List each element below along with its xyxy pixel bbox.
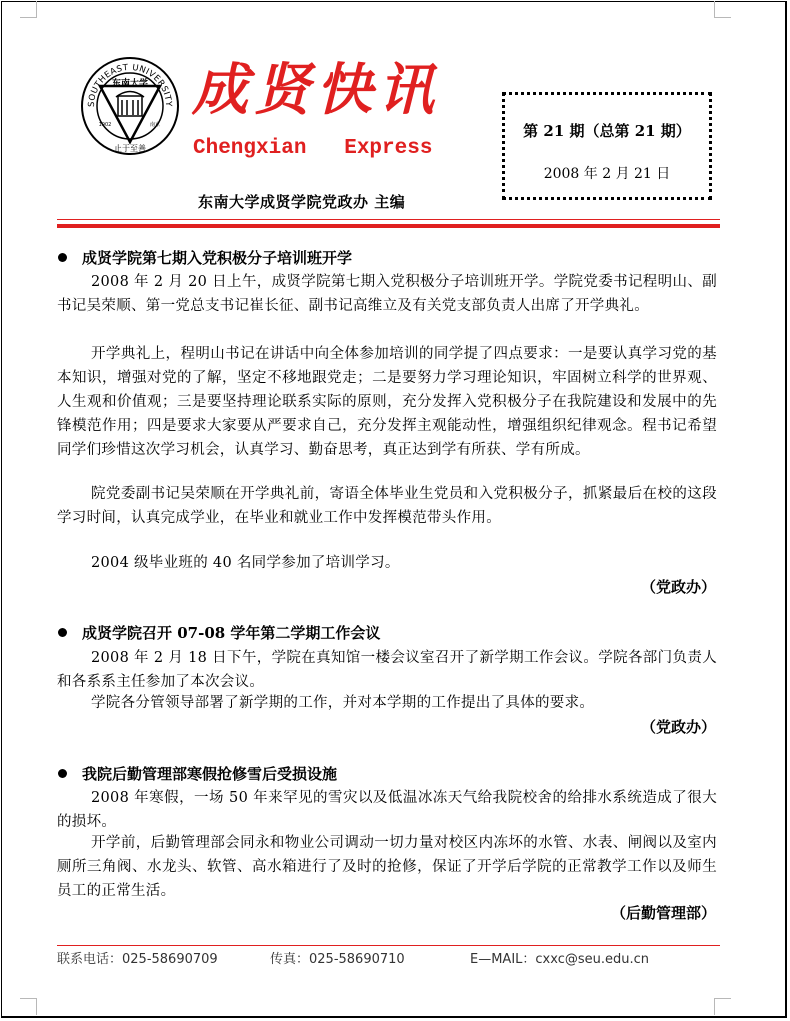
crop-mark-bottom-left [20, 998, 37, 1015]
article-3-paragraph-1: 2008 年寒假，一场 50 年来罕见的雪灾以及低温冰冻天气给我院校舍的给排水系统造成了很大的损坏。 [57, 790, 717, 830]
header-rule-thick [57, 224, 720, 228]
article-3-paragraph-2: 开学前，后勤管理部会同永和物业公司调动一切力量对校区内冻坏的水管、水表、闸阀以及室内厕所三角阀、水龙头、软管、高水箱进行了及时的抢修，保证了开学后学院的正常教学工作以及师生员工的正常生活。 [57, 835, 717, 899]
article-2-heading [58, 622, 380, 644]
seal-year: 1902 [98, 122, 112, 128]
crop-mark-top-right [714, 1, 731, 18]
article-2-title: 成贤学院召开 07-08 学年第二学期工作会议 [82, 624, 381, 642]
crop-mark-top-left [20, 1, 37, 18]
article-2-paragraph-2: 学院各分管领导部署了新学期的工作，并对本学期的工作提出了具体的要求。 [91, 695, 595, 711]
issue-date: 2008 年 2 月 21 日 [543, 166, 671, 182]
bullet-icon [58, 628, 67, 637]
bullet-icon [58, 253, 67, 262]
header-rule-thin [57, 219, 720, 220]
contact-phone: 联系电话：025-58690709 [57, 952, 218, 967]
contact-footer [57, 950, 720, 970]
article-3-heading [58, 763, 337, 785]
article-1-paragraph-4: 2004 级毕业班的 40 名同学参加了培训学习。 [91, 555, 400, 571]
contact-fax: 传真：025-58690710 [270, 952, 405, 967]
editor-credit: 东南大学成贤学院党政办 主编 [198, 193, 406, 211]
article-1-paragraph-2: 开学典礼上，程明山书记在讲话中向全体参加培训的同学提了四点要求：一是要认真学习党的基本知识，增强对党的了解，坚定不移地跟党走；二是要努力学习理论知识，牢固树立科学的世界观、人生观和价值观；三是要坚持理论联系实际的原则，充分发挥入党积极分子在我院建设和发展中的先锋模范作用；四是要求大家要从严要求自己，充分发挥主观能动性，增强组织纪律观念。程书记希望同学们珍惜这次学习机会，认真学习、勤奋思考，真正达到学有所获、学有所成。 [57, 346, 717, 458]
article-3-title: 我院后勤管理部寒假抢修雪后受损设施 [82, 765, 338, 783]
article-1-title: 成贤学院第七期入党积极分子培训班开学 [82, 249, 353, 267]
article-1-source: （党政办） [640, 578, 716, 596]
footer-rule [57, 945, 720, 946]
seal-city: 南京 [149, 122, 161, 128]
issue-number: 第 21 期（总第 21 期） [523, 122, 691, 140]
bullet-icon [58, 769, 67, 778]
seal-center-text: 东南大学 [111, 79, 149, 89]
issue-info-box [502, 92, 712, 200]
newsletter-title-cn: 成贤快讯 [192, 58, 440, 123]
university-seal-logo [80, 56, 180, 156]
seal-motto: 止于至善 [114, 144, 146, 153]
article-2-source: （党政办） [640, 718, 716, 736]
contact-email: E—MAIL：cxxc@seu.edu.cn [470, 952, 650, 967]
article-1-paragraph-3: 院党委副书记吴荣顺在开学典礼前，寄语全体毕业生党员和入党积极分子，抓紧最后在校的这段学习时间，认真完成学业，在毕业和就业工作中发挥模范带头作用。 [57, 486, 717, 526]
article-3-source: （后勤管理部） [610, 904, 716, 922]
article-1-paragraph-1: 2008 年 2 月 20 日上午，成贤学院第七期入党积极分子培训班开学。学院党委书记程明山、副书记吴荣顺、第一党总支书记崔长征、副书记高维立及有关党支部负责人出席了开学典礼。 [57, 274, 717, 314]
crop-mark-bottom-right [714, 998, 731, 1015]
article-1-heading [58, 247, 352, 269]
newsletter-title-en: Chengxian Express [193, 137, 433, 160]
article-2-paragraph-1: 2008 年 2 月 18 日下午，学院在真知馆一楼会议室召开了新学期工作会议。学院各部门负责人和各系系主任参加了本次会议。 [57, 650, 717, 690]
seal-ring-text: SOUTHEAST UNIVERSITY [86, 62, 174, 108]
